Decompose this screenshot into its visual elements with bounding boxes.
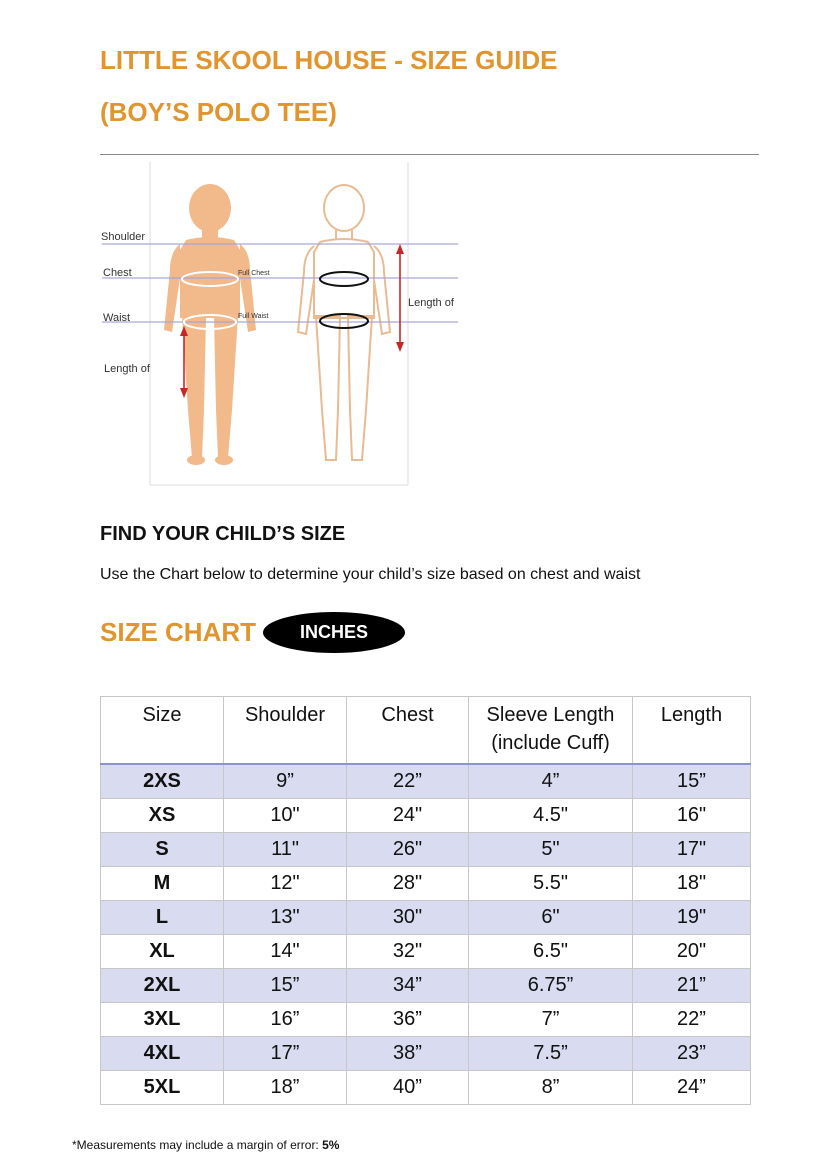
table-row — [101, 969, 751, 1003]
cell-length: 23” — [633, 1037, 751, 1071]
column-header-length — [633, 697, 751, 765]
child-silhouette-front — [164, 184, 256, 465]
cell-size: XS — [101, 799, 224, 833]
cell-chest: 38” — [347, 1037, 469, 1071]
cell-size: L — [101, 901, 224, 935]
document-title: LITTLE SKOOL HOUSE - SIZE GUIDE — [100, 45, 558, 75]
cell-shoulder: 9” — [224, 764, 347, 799]
cell-length: 22” — [633, 1003, 751, 1037]
cell-chest: 32" — [347, 935, 469, 969]
label-waist: Waist — [103, 312, 131, 324]
cell-size: M — [101, 867, 224, 901]
cell-shoulder: 12" — [224, 867, 347, 901]
cell-shoulder: 18” — [224, 1071, 347, 1105]
cell-size: 2XS — [101, 764, 224, 799]
cell-sleeve: 7” — [469, 1003, 633, 1037]
footnote — [72, 1138, 339, 1152]
cell-chest: 40” — [347, 1071, 469, 1105]
cell-length: 20" — [633, 935, 751, 969]
table-row — [101, 764, 751, 799]
label-full-chest: Full Chest — [238, 270, 270, 277]
full-chest-ring-back — [320, 272, 368, 286]
cell-size: 4XL — [101, 1037, 224, 1071]
cell-length: 15” — [633, 764, 751, 799]
cell-chest: 24" — [347, 799, 469, 833]
cell-size: 5XL — [101, 1071, 224, 1105]
cell-shoulder: 13" — [224, 901, 347, 935]
cell-chest: 30" — [347, 901, 469, 935]
cell-length: 16" — [633, 799, 751, 833]
cell-length: 24” — [633, 1071, 751, 1105]
label-sleeve-length: Length of — [104, 363, 150, 375]
column-header-sleeve-length — [469, 697, 633, 765]
table-row — [101, 1071, 751, 1105]
cell-shoulder: 17” — [224, 1037, 347, 1071]
table-row — [101, 901, 751, 935]
cell-chest: 34” — [347, 969, 469, 1003]
cell-size: 3XL — [101, 1003, 224, 1037]
size-chart-heading: SIZE CHART — [100, 617, 256, 647]
cell-chest: 28" — [347, 867, 469, 901]
column-header-label: Sleeve Length — [486, 704, 615, 726]
measurement-diagram-svg — [100, 160, 465, 492]
table-row — [101, 799, 751, 833]
cell-shoulder: 15” — [224, 969, 347, 1003]
cell-length: 21” — [633, 969, 751, 1003]
find-size-heading: FIND YOUR CHILD’S SIZE — [100, 523, 346, 545]
cell-size: XL — [101, 935, 224, 969]
column-header-size — [101, 697, 224, 765]
size-chart-table — [100, 696, 751, 1105]
column-header-label: Chest — [381, 704, 434, 726]
footnote-text: *Measurements may include a margin of error: — [72, 1138, 323, 1152]
column-header-sublabel: (include Cuff) — [491, 732, 610, 754]
cell-sleeve: 6" — [469, 901, 633, 935]
cell-sleeve: 8” — [469, 1071, 633, 1105]
label-full-waist: Full Waist — [238, 313, 269, 320]
full-waist-ring-back — [320, 314, 368, 328]
table-row — [101, 1003, 751, 1037]
label-body-length: Length of — [408, 297, 454, 309]
measurement-diagram — [100, 160, 465, 492]
cell-length: 19" — [633, 901, 751, 935]
cell-sleeve: 4” — [469, 764, 633, 799]
footnote-margin-value: 5% — [322, 1138, 340, 1152]
measurement-guide-lines — [102, 244, 458, 322]
find-size-description: Use the Chart below to determine your child’s size based on chest and waist — [100, 566, 641, 583]
cell-shoulder: 11" — [224, 833, 347, 867]
units-badge: INCHES — [263, 612, 405, 653]
cell-size: 2XL — [101, 969, 224, 1003]
table-row — [101, 1037, 751, 1071]
cell-length: 17" — [633, 833, 751, 867]
cell-sleeve: 6.75” — [469, 969, 633, 1003]
cell-shoulder: 16” — [224, 1003, 347, 1037]
cell-sleeve: 4.5" — [469, 799, 633, 833]
label-chest: Chest — [103, 267, 132, 279]
cell-sleeve: 5" — [469, 833, 633, 867]
cell-shoulder: 14" — [224, 935, 347, 969]
label-shoulder: Shoulder — [101, 231, 146, 243]
cell-sleeve: 5.5" — [469, 867, 633, 901]
cell-shoulder: 10" — [224, 799, 347, 833]
cell-size: S — [101, 833, 224, 867]
cell-chest: 26" — [347, 833, 469, 867]
table-row — [101, 867, 751, 901]
column-header-label: Length — [660, 704, 723, 726]
column-header-label: Shoulder — [244, 704, 326, 726]
cell-chest: 22” — [347, 764, 469, 799]
table-row — [101, 935, 751, 969]
table-header-row — [101, 697, 751, 765]
cell-sleeve: 6.5" — [469, 935, 633, 969]
cell-length: 18" — [633, 867, 751, 901]
cell-sleeve: 7.5” — [469, 1037, 633, 1071]
cell-chest: 36” — [347, 1003, 469, 1037]
column-header-chest — [347, 697, 469, 765]
column-header-shoulder — [224, 697, 347, 765]
column-header-label: Size — [142, 704, 182, 726]
document-subtitle: (BOY’S POLO TEE) — [100, 97, 337, 127]
header-divider — [100, 154, 759, 155]
table-row — [101, 833, 751, 867]
